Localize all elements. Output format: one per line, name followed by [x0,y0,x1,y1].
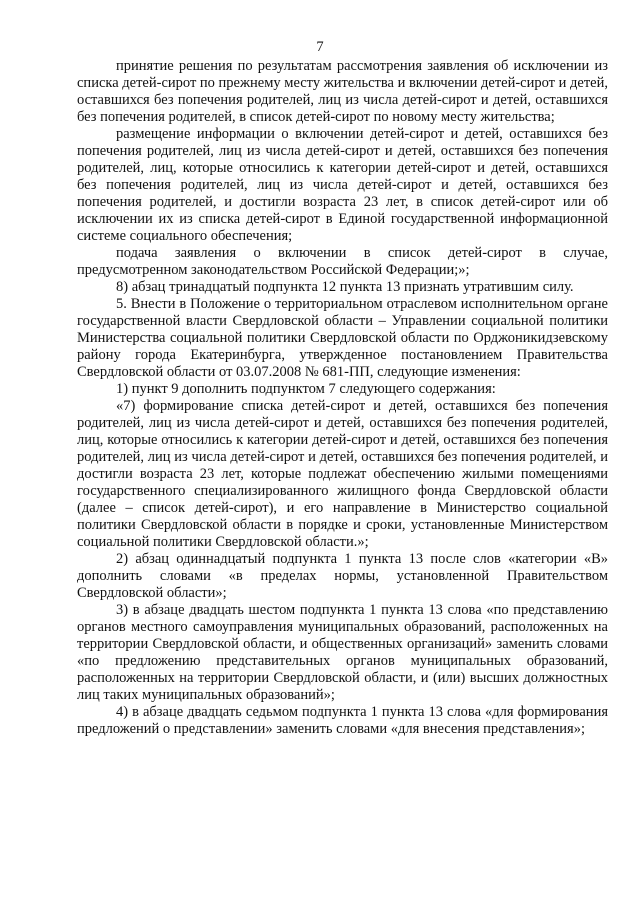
paragraph: подача заявления о включении в список детей-сирот в случае, предусмотренном законодательством Российской Федерации;»; [77,245,608,278]
paragraph: 2) абзац одиннадцатый подпункта 1 пункта 13 после слов «категории «В» дополнить словами «в пределах нормы, установленной Правительством Свердловской области»; [77,551,608,601]
paragraph: 4) в абзаце двадцать седьмом подпункта 1 пункта 13 слова «для формирования предложений о представлении» заменить словами «для внесения представления»; [77,704,608,737]
paragraph: размещение информации о включении детей-сирот и детей, оставшихся без попечения родителей, лиц из числа детей-сирот и детей, оставшихся без попечения родителей, лиц, которые относились к категории детей-сирот и детей, оставшихся без попечения родителей, лиц из числа детей-сирот и детей, оставшихся без попечения родителей, и достигли возраста 23 лет, в список детей-сирот или об исключении их из списка детей-сирот в Единой государственной информационной системе социального обеспечения; [77,126,608,244]
paragraph: 5. Внести в Положение о территориальном отраслевом исполнительном органе государственной власти Свердловской области – Управлении социальной политики Министерства социальной политики Свердловской области по Орджоникидзевскому району города Екатеринбурга, утвержденное постановлением Правительства Свердловской области от 03.07.2008 № 681-ПП, следующие изменения: [77,296,608,380]
paragraph: 3) в абзаце двадцать шестом подпункта 1 пункта 13 слова «по представлению органов местного самоуправления муниципальных образований, расположенных на территории Свердловской области, и общественных организаций» заменить словами «по предложению представительных органов муниципальных образований, расположенных на территории Свердловской области, и (или) высших должностных лиц таких муниципальных образований»; [77,602,608,703]
paragraph: 8) абзац тринадцатый подпункта 12 пункта 13 признать утратившим силу. [116,279,574,295]
paragraph: «7) формирование списка детей-сирот и детей, оставшихся без попечения родителей, лиц из числа детей-сирот и детей, оставшихся без попечения родителей, лиц, которые относились к категории детей-сирот и детей, оставшихся без попечения родителей, лиц из числа детей-сирот и детей, оставшихся без попечения родителей, и достигли возраста 23 лет, которые подлежат обеспечению жилыми помещениями государственного специализированного жилищного фонда Свердловской области (далее – список детей-сирот), и его направление в Министерство социальной политики Свердловской области в порядке и сроки, установленные Министерством социальной политики Свердловской области.»; [77,398,608,550]
page-number: 7 [316,39,324,55]
paragraph: 1) пункт 9 дополнить подпунктом 7 следующего содержания: [116,381,496,397]
paragraph: принятие решения по результатам рассмотрения заявления об исключении из списка детей-сирот по прежнему месту жительства и включении детей-сирот и детей, оставшихся без попечения родителей, лиц из числа детей-сирот и детей, оставшихся без попечения родителей, в список детей-сирот по новому месту жительства; [77,58,608,125]
document-body [77,58,608,738]
